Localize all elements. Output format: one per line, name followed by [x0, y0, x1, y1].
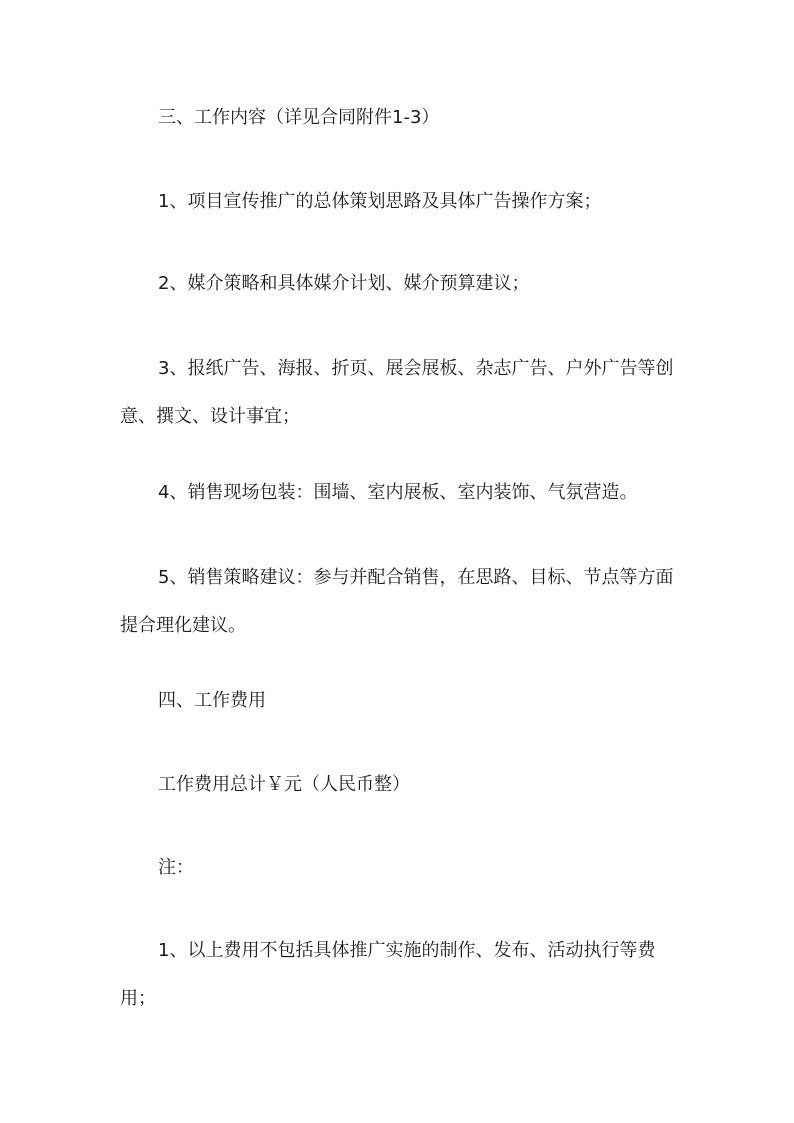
section-heading-work-fees: 四、工作费用 [158, 690, 266, 711]
note-label: 注： [158, 857, 194, 878]
fee-total-line: 工作费用总计￥元（人民币整） [158, 774, 410, 795]
work-item-5: 5、销售策略建议：参与并配合销售，在思路、目标、节点等方面提合理化建议。 [120, 567, 674, 636]
work-item-3: 3、报纸广告、海报、折页、展会展板、杂志广告、户外广告等创意、撰文、设计事宜； [120, 358, 674, 427]
work-item-1: 1、项目宣传推广的总体策划思路及具体广告操作方案； [158, 191, 602, 212]
work-item-2: 2、媒介策略和具体媒介计划、媒介预算建议； [158, 273, 530, 294]
note-item-1: 1、以上费用不包括具体推广实施的制作、发布、活动执行等费用； [120, 940, 656, 1009]
work-item-4: 4、销售现场包装：围墙、室内展板、室内装饰、气氛营造。 [158, 482, 638, 503]
section-heading-work-content: 三、工作内容（详见合同附件1-3） [158, 107, 440, 128]
